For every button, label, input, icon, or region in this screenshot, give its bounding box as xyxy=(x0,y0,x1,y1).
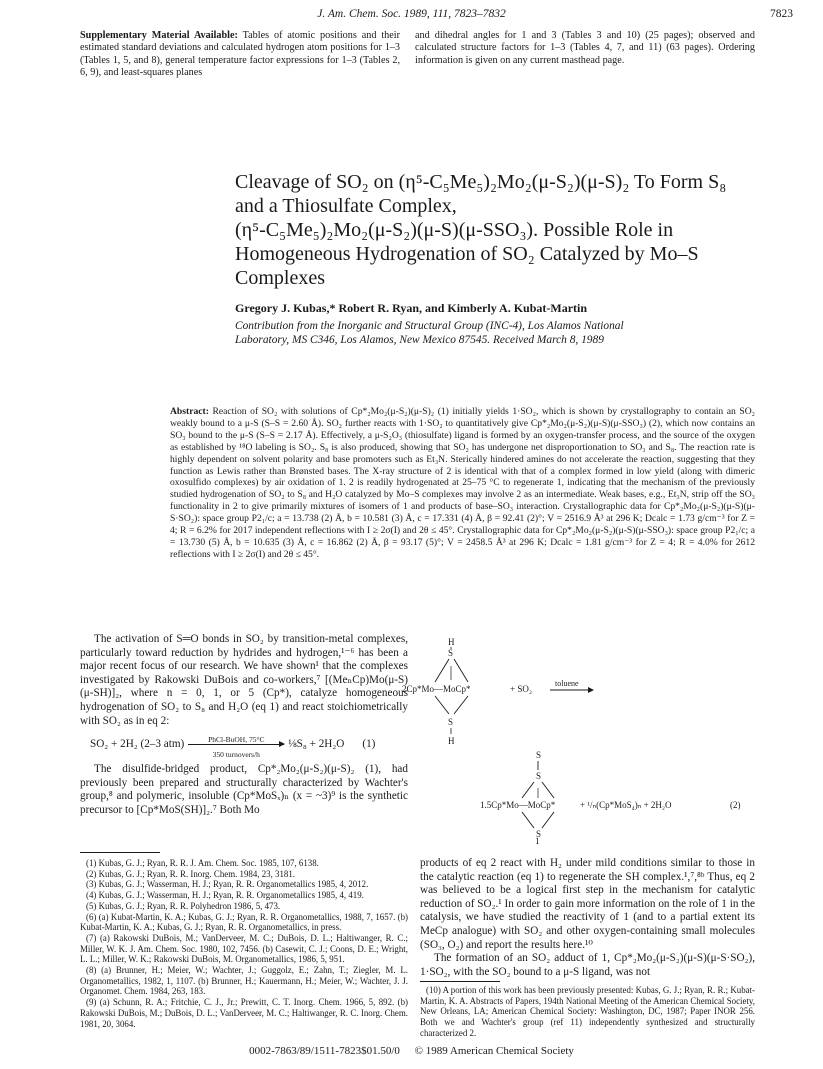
bond-line xyxy=(435,696,449,714)
footnote: (9) (a) Schunn, R. A.; Fritchie, C. J., Jr.; Prewitt, C. T. Inorg. Chem. 1966, 5, 892. (b) Rakowski DuBois, M.; DuBois, D. L.; VanDerveer, M. C.; Haltiwanger, R. C. Inorg. Chem. 1981, 20, 3064. xyxy=(80,997,408,1029)
affiliation-line: Laboratory, MS C346, Los Alamos, New Mexico 87545. Received March 8, 1989 xyxy=(235,333,604,346)
affiliation xyxy=(235,320,795,347)
equation-1-products: ⅛S₈ + 2H₂O xyxy=(288,738,345,751)
reactant-formula: 2Cp*Mo—MoCp* xyxy=(402,684,471,694)
title-line: Homogeneous Hydrogenation of SO₂ Catalyzed by Mo–S xyxy=(235,243,699,265)
affiliation-line: Contribution from the Inorganic and Structural Group (INC-4), Los Alamos National xyxy=(235,320,624,332)
atom-label-s: S xyxy=(448,717,454,727)
body-paragraph: The disulfide-bridged product, Cp*₂Mo₂(μ-S₂)(μ-S)₂ (1), had previously been prepared and structurally characterized by Wachter's group,⁸ and polymeric, insoluble (Cp*MoSₓ)ₙ (x = ~3)⁹ is the synthetic precursor to [Cp*MoS(SH)]₂.⁷ Both Mo xyxy=(80,763,408,816)
supplementary-material-right: and dihedral angles for 1 and 3 (Tables 3 and 10) (25 pages); observed and calculated structure factors for 1–3 (Tables 4, 7, and 11) (63 pages). Ordering information is given on any current masthead page. xyxy=(415,30,755,66)
reaction-scheme xyxy=(402,630,790,846)
turnover-rate: 350 turnovers/h xyxy=(212,750,260,760)
supplementary-text-left: Tables of atomic positions and their estimated standard deviations and calculated hydrogen atom positions for 1–3 (Tables 1, 5, and 8), general temperature factor expressions for 1–3 (Tables 2, 6, 9), and least-squares planes xyxy=(80,30,400,79)
equation-1-reactants: SO₂ + 2H₂ (2–3 atm) xyxy=(90,738,185,751)
body-paragraph: The formation of an SO₂ adduct of 1, Cp*₂Mo₂(μ-S₂)(μ-S)(μ-S·SO₂), 1·SO₂, with the SO₂ bound to a μ-S ligand, was not xyxy=(420,952,755,978)
page-number: 7823 xyxy=(770,8,793,20)
bond-line xyxy=(454,696,468,714)
bond-line xyxy=(454,659,468,682)
body-column-right xyxy=(420,857,755,979)
bond-line xyxy=(522,782,534,798)
footnote: (6) (a) Kubat-Martin, K. A.; Kubas, G. J.; Ryan, R. R. Organometallics, 1988, 7, 1657. (b) Kubat-Martin, K. A.; Kubas, G. J.; Ryan, R. R. Organometallics, in press. xyxy=(80,911,408,933)
title-line: (η⁵-C₅Me₅)₂Mo₂(μ-S₂)(μ-S)(μ-SSO₃). Possible Role in xyxy=(235,219,674,241)
atom-label-h: H xyxy=(448,637,455,647)
supplementary-label: Supplementary Material Available: xyxy=(80,30,238,41)
bond-line xyxy=(522,812,534,828)
footnote-rule xyxy=(80,852,160,853)
title-line: and a Thiosulfate Complex, xyxy=(235,195,457,217)
abstract-text: Reaction of SO₂ with solutions of Cp*₂Mo₂(μ-S₂)(μ-S)₂ (1) initially yields 1·SO₂, which is shown by crystallography to contain an SO₂ weakly bound to a μ-S (S–S = 2.60 Å). SO₂ further reacts with 1·SO₂ to quantitatively give Cp*₂Mo₂(μ-S₂)(μ-S)(μ-SSO₃) (2), which now contains an SO₃ bound to the μ-S (S–S = 2.17 Å). Effectively, a μ-S₂O₃ (thiosulfate) ligand is formed by an oxygen-transfer process, and the source of the oxygen as established by ¹⁸O labeling is SO₂. S₈ is also produced, showing that SO₂ has undergone net disproportionation to SO₃ and S₈. The reaction rate is highly dependent on solvent polarity and base promoters such as Et₃N. Sterically hindered amines do not accelerate the reaction, suggesting that they function as Lewis rather than Brønsted bases. The X-ray structure of 2 is identical with that of a complex formed in low yield (along with dimeric oxosulfido complexes) by air oxidation of 1. 2 is readily hydrogenated at 25–75 °C to regenerate 1, indicating that the mechanism of the previously studied hydrogenation of SO₂ to S₈ and H₂O catalyzed by Mo–S complexes may involve 2 as an intermediate. Weak bases, e.g., Et₃N, strip off the SO₃ functionality in 2 to give primarily mixtures of isomers of 1 and products of base–SO₃ interaction. Crystallographic data for Cp*₂Mo₂(μ-S₂)(μ-S)(μ-S·SO₂): space group P2₁/c; a = 13.738 (2) Å, b = 10.581 (3) Å, c = 17.331 (4) Å, β = 92.41 (2)°; V = 2516.9 Å³ at 296 K; Dcalc = 1.73 g/cm⁻³ for Z = 4; R = 6.2% for 2017 independent reflections with I ≥ 2σ(I) and 2θ ≤ 45°. Crystallographic data for Cp*₂Mo₂(μ-S₂)(μ-S)(μ-SSO₃): space group P2₁/c; a = 13.730 (5) Å, b = 10.635 (3) Å, c = 16.862 (2) Å, β = 93.17 (5)°; V = 2458.5 Å³ at 296 K; Dcalc = 1.81 g/cm⁻³ for Z = 4; R = 4.0% for 2612 reflections with I ≥ 2σ(I) and 2θ ≤ 45°. xyxy=(170,406,755,560)
reaction-conditions: PhCl-BuOH, 75°C xyxy=(208,735,265,745)
abstract-label: Abstract: xyxy=(170,406,209,417)
footnote: (5) Kubas, G. J.; Ryan, R. R. Polyhedron 1986, 5, 473. xyxy=(86,900,281,911)
footnote: (2) Kubas, G. J.; Ryan, R. R. Inorg. Chem. 1984, 23, 3181. xyxy=(86,868,296,879)
author-list: Gregory J. Kubas,* Robert R. Ryan, and Kimberly A. Kubat-Martin xyxy=(235,301,588,315)
atom-label-s: S xyxy=(448,648,454,658)
atom-label-h: H xyxy=(448,736,455,746)
supplementary-material-left xyxy=(80,30,400,80)
compound-number: 1 xyxy=(535,836,540,846)
atom-label-s: S xyxy=(536,771,542,781)
byproducts: + ¹/ₙ(Cp*MoS₄)ₙ + 2H₂O xyxy=(580,800,672,810)
equation-1-number: (1) xyxy=(362,738,376,751)
atom-label-s: S xyxy=(536,829,542,839)
arrow-head xyxy=(588,687,594,693)
footnote: (7) (a) Rakowski DuBois, M.; VanDerveer, M. C.; DuBois, D. L.; Haltiwanger, R. C.; Miller, W. K. J. Am. Chem. Soc. 1980, 102, 7456. (b) Casewit, C. J.; Coons, D. E.; Wright, L. L.; Miller, W. K.; Rakowski DuBois, M. Organometallics, 1986, 5, 951. xyxy=(80,932,408,965)
bond-line xyxy=(435,659,449,682)
body-column-left xyxy=(80,633,408,818)
solvent-label: toluene xyxy=(555,679,579,688)
body-paragraph: products of eq 2 react with H₂ under mild conditions similar to those in the catalytic reaction (eq 1) to regenerate the SH complex.¹,⁷,⁸ᵇ Thus, eq 2 was believed to be a logical first step in the mechanism for catalytic reduction of SO₂.¹ In order to gain more information on the role of 1 in the catalysis, we have studied the reactivity of 1 (and to a partial extent its MeCp analogue) with SO₂ and other oxygen-containing small molecules (SO₃, O₂) and report the results here.¹⁰ xyxy=(420,857,755,951)
article-code: 0002-7863/89/1511-7823$01.50/0 xyxy=(249,1045,400,1057)
title-line: Cleavage of SO₂ on (η⁵-C₅Me₅)₂Mo₂(μ-S₂)(μ-S)₂ To Form S₈ xyxy=(235,171,727,193)
title-line: Complexes xyxy=(235,267,325,289)
product-formula: 1.5Cp*Mo—MoCp* xyxy=(480,800,556,810)
arrow-line xyxy=(188,744,284,745)
footnote: (3) Kubas, G. J.; Wasserman, H. J.; Ryan, R. R. Organometallics 1985, 4, 2012. xyxy=(86,879,369,890)
footnote: (8) (a) Brunner, H.; Meier, W.; Wachter, J.; Guggolz, E.; Zahn, T.; Ziegler, M. L. Organometallics, 1982, 1, 1107. (b) Brunner, H.; Kauermann, H.; Meier, W.; Wachter, J. J. Organomet. Chem. 1984, 263, 183. xyxy=(80,965,408,997)
footnote: (1) Kubas, G. J.; Ryan, R. R. J. Am. Chem. Soc. 1985, 107, 6138. xyxy=(86,858,319,868)
atom-label-s: S xyxy=(536,750,542,760)
abstract xyxy=(170,406,755,561)
bond-line xyxy=(542,782,554,798)
footnote: (10) A portion of this work has been previously presented: Kubas, G. J.; Ryan, R. R.; Kubat-Martin, K. A. Abstracts of Papers, 194th National Meeting of the American Chemical Society, New Orleans, LA; American Chemical Society: Washington, DC, 1987; Paper INOR 256. Both we and Wachter's group (ref 11) independently synthesized and structurally characterized 2. xyxy=(420,985,755,1038)
bond-line xyxy=(542,812,554,828)
article-title xyxy=(235,170,790,290)
footnotes xyxy=(80,858,408,1029)
reaction-arrow xyxy=(188,733,284,760)
copyright-notice: © 1989 American Chemical Society xyxy=(414,1045,574,1057)
running-head: J. Am. Chem. Soc. 1989, 111, 7823–7832 xyxy=(317,8,506,20)
equation-1 xyxy=(90,733,408,760)
footnote: (4) Kubas, G. J.; Wasserman, H. J.; Ryan, R. R. Organometallics 1985, 4, 419. xyxy=(86,890,364,901)
reactant-so2: + SO₂ xyxy=(510,684,532,694)
body-paragraph: The activation of S═O bonds in SO₂ by transition-metal complexes, particularly toward reduction by hydrides and hydrogen,¹⁻⁶ has been a major recent focus of our research. We have shown¹ that the complexes investigated by Rakowski DuBois and co-workers,⁷ [(MeₙCp)Mo(μ-S)(μ-SH)]₂, where n = 0, 1, or 5 (Cp*), catalyze homogeneous hydrogenation of SO₂ to S₈ and H₂O (eq 1) and react stoichiometrically with SO₂ as in eq 2: xyxy=(80,633,408,727)
equation-2-number: (2) xyxy=(730,800,741,810)
page-footer xyxy=(0,1045,823,1057)
footnote-rule xyxy=(420,981,500,982)
